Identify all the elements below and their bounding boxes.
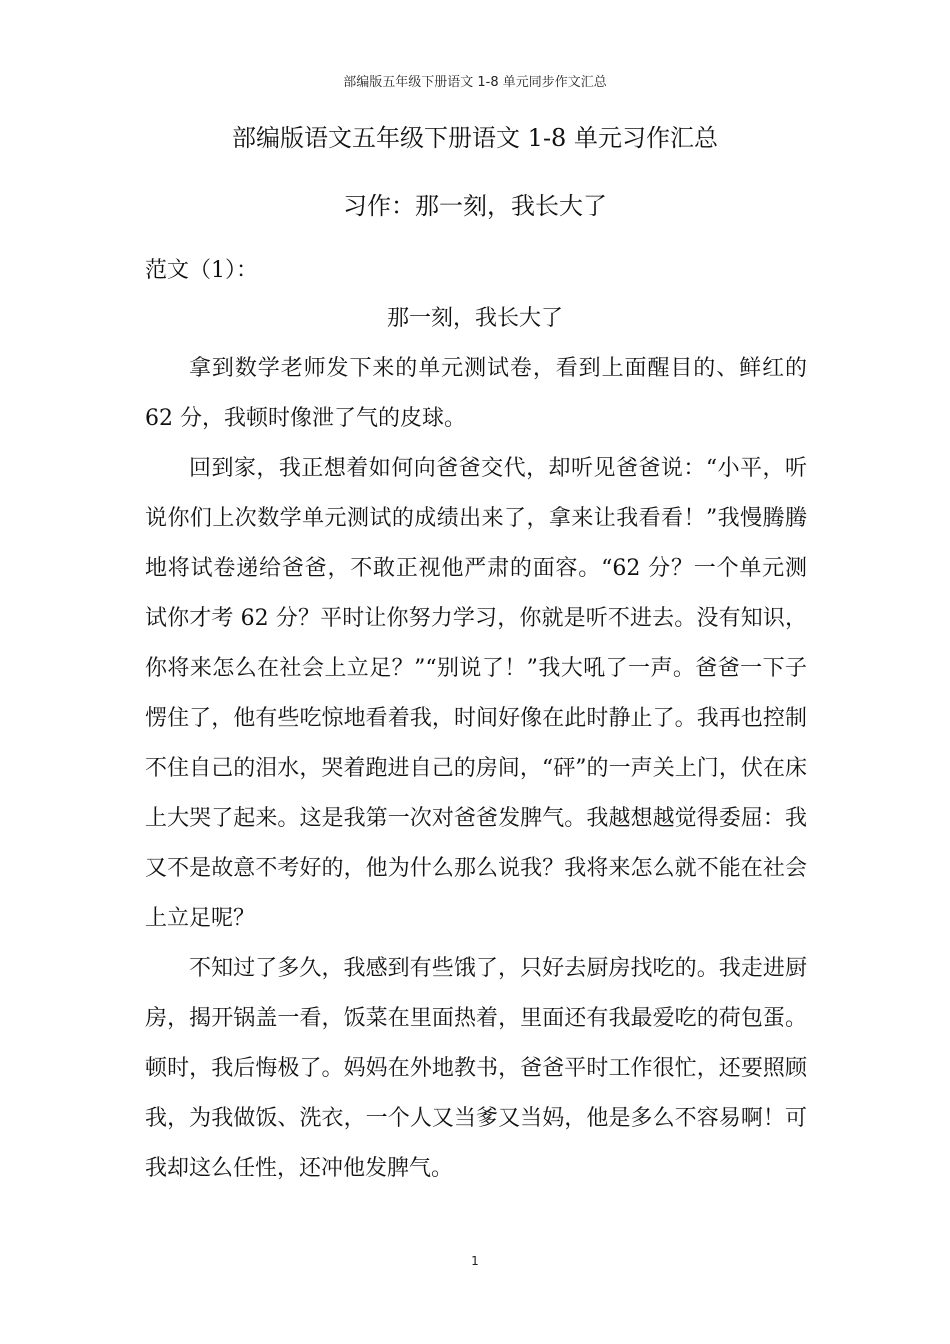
- document-title: 部编版语文五年级下册语文 1-8 单元习作汇总: [232, 124, 718, 152]
- essay-paragraph: 回到家，我正想着如何向爸爸交代，却听见爸爸说：“小平，听说你们上次数学单元测试的成绩出来了，拿来让我看看！”我慢腾腾地将试卷递给爸爸，不敢正视他严肃的面容。“62 分？一个单元测试你才考 62 分？平时让你努力学习，你就是听不进去。没有知识，你将来怎么在社会上立足？”“别说了！”我大吼了一声。爸爸一下子愣住了，他有些吃惊地看着我，时间好像在此时静止了。我再也控制不住自己的泪水，哭着跑进自己的房间，“砰”的一声关上门，伏在床上大哭了起来。这是我第一次对爸爸发脾气。我越想越觉得委屈：我又不是故意不考好的，他为什么那么说我？我将来怎么就不能在社会上立足呢？: [145, 456, 807, 931]
- essay-paragraph: 拿到数学老师发下来的单元测试卷，看到上面醒目的、鲜红的 62 分，我顿时像泄了气的皮球。: [145, 356, 807, 431]
- essay-paragraph: 不知过了多久，我感到有些饿了，只好去厨房找吃的。我走进厨房，揭开锅盖一看，饭菜在里面热着，里面还有我最爱吃的荷包蛋。顿时，我后悔极了。妈妈在外地教书，爸爸平时工作很忙，还要照顾我，为我做饭、洗衣，一个人又当爹又当妈，他是多么不容易啊！可我却这么任性，还冲他发脾气。: [145, 956, 807, 1181]
- sample-essay-label: 范文（1）：: [145, 258, 258, 283]
- assignment-subtitle: 习作：那一刻，我长大了: [343, 192, 607, 220]
- running-header: 部编版五年级下册语文 1-8 单元同步作文汇总: [343, 75, 607, 90]
- page-number: 1: [471, 1254, 479, 1268]
- essay-title: 那一刻，我长大了: [386, 306, 563, 331]
- essay-body: [145, 344, 807, 1194]
